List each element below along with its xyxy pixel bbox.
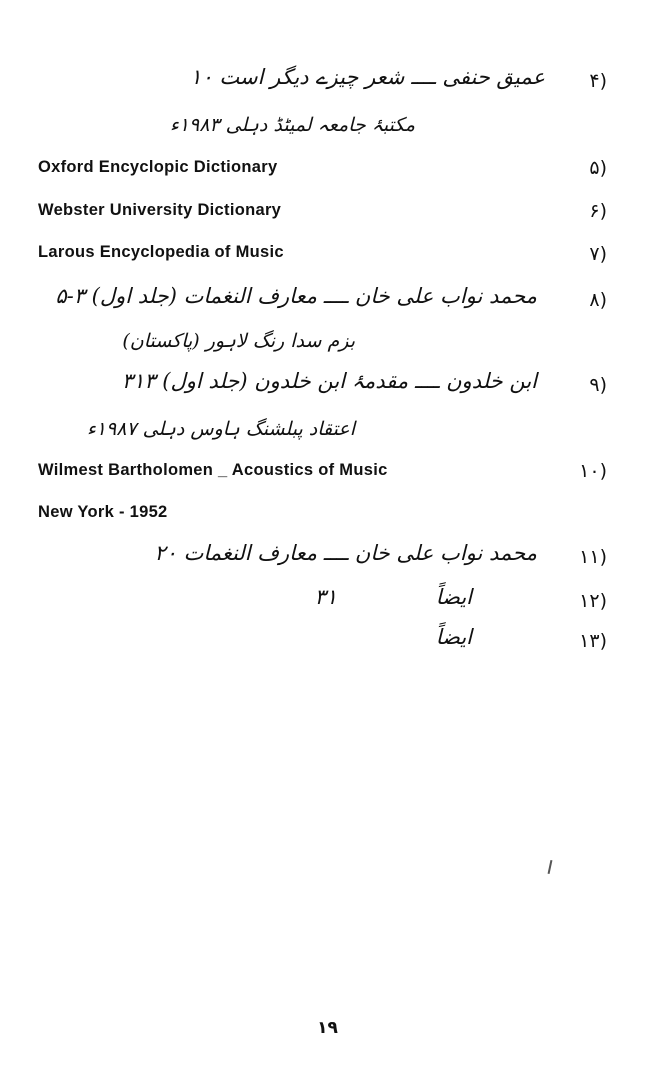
scan-mark bbox=[548, 860, 553, 874]
note-6-text: Webster University Dictionary bbox=[38, 201, 282, 219]
note-9-text: ابن خلدون ــــ مقدمۂ ابن خلدون (جلد اول) ۳۱۳ bbox=[121, 369, 537, 393]
note-number-9: (۹ bbox=[589, 374, 607, 396]
note-number-4: (۴ bbox=[589, 70, 607, 92]
note-12-page: ۳۱ bbox=[314, 585, 337, 609]
note-13-text: ایضاً bbox=[435, 625, 472, 649]
page-number: ۱۹ bbox=[317, 1018, 338, 1038]
note-number-6: (۶ bbox=[589, 200, 607, 222]
note-number-10: (۱۰ bbox=[579, 460, 607, 482]
note-number-11: (۱۱ bbox=[579, 546, 607, 568]
note-number-7: (۷ bbox=[589, 243, 607, 265]
note-10-text: Wilmest Bartholomen _ Acoustics of Music bbox=[38, 461, 388, 479]
note-12-text: ایضاً bbox=[435, 585, 472, 609]
note-number-12: (۱۲ bbox=[579, 590, 607, 612]
note-9-publisher: اعتقاد پبلشنگ ہاوس دہلی ۱۹۸۷ء bbox=[86, 418, 355, 440]
note-10-publisher: New York - 1952 bbox=[38, 503, 168, 521]
note-number-13: (۱۳ bbox=[579, 630, 607, 652]
note-number-5: (۵ bbox=[589, 157, 607, 179]
note-4-text: عمیق حنفی ــــ شعر چیزے دیگر است ۱۰ bbox=[190, 65, 545, 89]
note-8-publisher: بزم سدا رنگ لاہور (پاکستان) bbox=[122, 330, 355, 352]
note-number-8: (۸ bbox=[589, 289, 607, 311]
note-4-publisher: مکتبۂ جامعہ لمیٹڈ دہلی ۱۹۸۳ء bbox=[169, 114, 415, 136]
note-7-text: Larous Encyclopedia of Music bbox=[38, 243, 284, 261]
note-5-text: Oxford Encyclopic Dictionary bbox=[38, 158, 278, 176]
note-8-text: محمد نواب علی خان ــــ معارف النغمات (جلد اول) ۳-۵ bbox=[55, 284, 537, 308]
note-11-text: محمد نواب علی خان ــــ معارف النغمات ۲۰ bbox=[154, 541, 537, 565]
